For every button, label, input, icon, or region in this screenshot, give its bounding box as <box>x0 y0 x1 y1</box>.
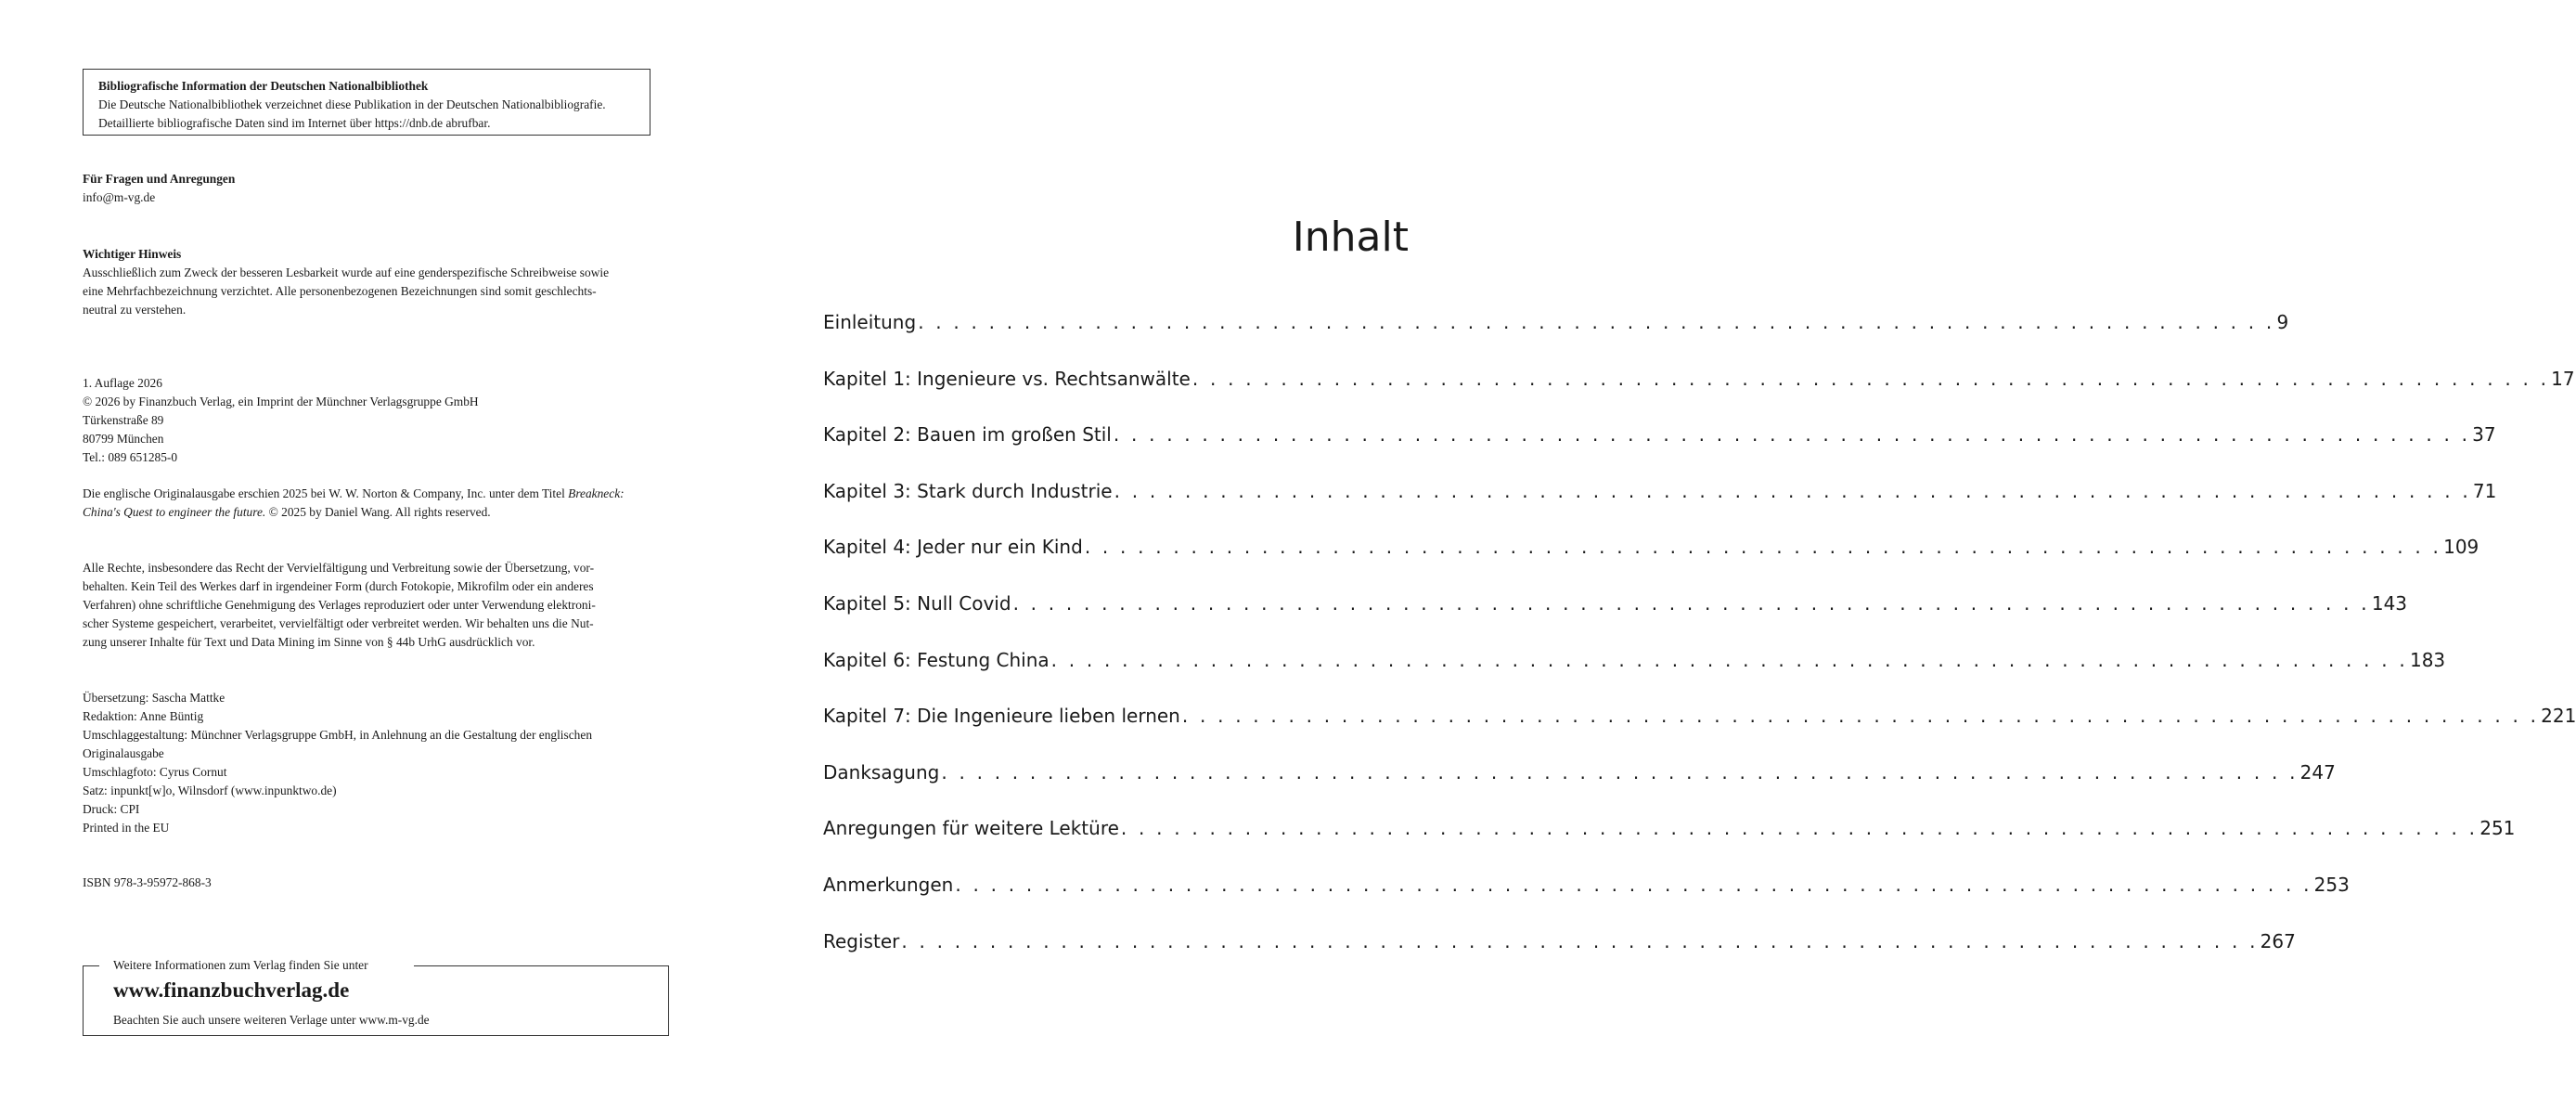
biblio-line: Detaillierte bibliografische Daten sind im Internet über https://dnb.de abrufbar. <box>98 116 491 130</box>
toc-page-number: 143 <box>2371 591 2408 615</box>
toc-leader-dots: . . . . . . . . . . . . . . . . . . . . . . . . . . . . . . . . . . . . . . . . . . . . . . . . . . . . . . . . . . . . . . . . . . . . . . . . . . . . . <box>1114 479 2471 502</box>
toc-entry <box>823 422 2496 479</box>
publisher-url: www.finanzbuchverlag.de <box>113 978 350 1002</box>
credit-typesetting: Satz: inpunkt[w]o, Wilnsdorf (www.inpunktwo.de) <box>83 784 337 797</box>
toc-page-number: 71 <box>2472 479 2497 502</box>
toc-title: Inhalt <box>1292 214 1409 261</box>
contact-section <box>83 170 673 207</box>
street: Türkenstraße 89 <box>83 413 164 427</box>
notice-line: eine Mehrfachbezeichnung verzichtet. Alle personenbezogenen Bezeichnungen sind somit geschlechts- <box>83 284 597 298</box>
toc-page-number: 267 <box>2260 929 2296 952</box>
toc-page-number: 9 <box>2276 311 2289 333</box>
box-border <box>414 965 669 966</box>
credit-translation: Übersetzung: Sascha Mattke <box>83 691 225 705</box>
credit-cover-design-cont: Originalausgabe <box>83 746 164 760</box>
bibliographic-info-box <box>83 69 650 136</box>
toc-entry <box>823 591 2408 648</box>
toc-leader-dots: . . . . . . . . . . . . . . . . . . . . . . . . . . . . . . . . . . . . . . . . . . . . . . . . . . . . . . . . . . . . . . . . . . . . . . . . . . . . . <box>1120 817 2479 840</box>
toc-label: Kapitel 5: Null Covid <box>823 591 1011 615</box>
imprint-section <box>83 374 673 467</box>
toc-page-number: 37 <box>2472 423 2496 447</box>
original-prefix: Die englische Originalausgabe erschien 2025 bei W. W. Norton & Company, Inc. unter dem Titel <box>83 486 569 500</box>
toc-leader-dots: . . . . . . . . . . . . . . . . . . . . . . . . . . . . . . . . . . . . . . . . . . . . . . . . . . . . . . . . . . . . . . . . . . . . . . . . . . . . . <box>918 311 2275 333</box>
toc-leader-dots: . . . . . . . . . . . . . . . . . . . . . . . . . . . . . . . . . . . . . . . . . . . . . . . . . . . . . . . . . . . . . . . . . . . . . . . . . . . . . <box>1191 367 2550 390</box>
notice-line: Ausschließlich zum Zweck der besseren Lesbarkeit wurde auf eine genderspezifische Schreibweise sowie <box>83 266 610 279</box>
toc-entry <box>823 816 2516 873</box>
toc-label: Anmerkungen <box>823 873 954 896</box>
copyright: © 2026 by Finanzbuch Verlag, ein Imprint der Münchner Verlagsgruppe GmbH <box>83 395 479 408</box>
toc-leader-dots: . . . . . . . . . . . . . . . . . . . . . . . . . . . . . . . . . . . . . . . . . . . . . . . . . . . . . . . . . . . . . . . . . . . . . . . . . . . . . <box>1181 705 2540 728</box>
toc-page-number: 251 <box>2479 817 2516 840</box>
original-title-2: China's Quest to engineer the future. <box>83 505 266 519</box>
toc-label: Register <box>823 929 900 952</box>
toc-leader-dots: . . . . . . . . . . . . . . . . . . . . . . . . . . . . . . . . . . . . . . . . . . . . . . . . . . . . . . . . . . . . . . . . . . . . . . . . . . . . . <box>1084 536 2442 559</box>
box-border <box>83 965 99 966</box>
rights-line: Alle Rechte, insbesondere das Recht der Vervielfältigung und Verbreitung sowie der Übersetzung, vor- <box>83 561 595 575</box>
credit-cover-design: Umschlaggestaltung: Münchner Verlagsgruppe GmbH, in Anlehnung an die Gestaltung der englischen <box>83 728 593 742</box>
toc-label: Kapitel 2: Bauen im großen Stil <box>823 423 1112 447</box>
rights-line: behalten. Kein Teil des Werkes darf in irgendeiner Form (durch Fotokopie, Mikrofilm oder ein anderes <box>83 579 594 593</box>
credits-section <box>83 689 673 837</box>
toc-entry <box>823 535 2479 591</box>
notice-section <box>83 245 673 319</box>
toc-entry <box>823 479 2497 536</box>
city: 80799 München <box>83 432 164 446</box>
toc-label: Kapitel 4: Jeder nur ein Kind <box>823 536 1083 559</box>
credit-cover-photo: Umschlagfoto: Cyrus Cornut <box>83 765 227 779</box>
toc-page-number: 253 <box>2313 873 2350 896</box>
phone: Tel.: 089 651285-0 <box>83 450 178 464</box>
original-suffix: © 2025 by Daniel Wang. All rights reserved. <box>265 505 491 519</box>
notice-line: neutral zu verstehen. <box>83 303 187 317</box>
biblio-line: Die Deutsche Nationalbibliothek verzeichnet diese Publikation in der Deutschen Nationalbibliografie. <box>98 97 606 111</box>
credit-printed-in: Printed in the EU <box>83 821 170 835</box>
toc-page-number: 247 <box>2299 760 2336 784</box>
publisher-note: Beachten Sie auch unsere weiteren Verlage unter www.m-vg.de <box>113 1013 430 1027</box>
toc-label: Kapitel 3: Stark durch Industrie <box>823 479 1113 502</box>
original-line-2 <box>83 503 673 522</box>
toc-entry <box>823 760 2336 817</box>
toc-entry <box>823 929 2296 986</box>
toc-leader-dots: . . . . . . . . . . . . . . . . . . . . . . . . . . . . . . . . . . . . . . . . . . . . . . . . . . . . . . . . . . . . . . . . . . . . . . . . . . . . . <box>1050 648 2408 671</box>
toc-label: Kapitel 6: Festung China <box>823 648 1050 671</box>
toc-page-number: 183 <box>2409 648 2446 671</box>
original-line-1 <box>83 485 673 503</box>
toc-entry <box>823 648 2446 705</box>
toc-label: Kapitel 7: Die Ingenieure lieben lernen <box>823 705 1180 728</box>
rights-line: Verfahren) ohne schriftliche Genehmigung des Verlages reproduziert oder unter Verwendung elektroni- <box>83 598 596 612</box>
toc-leader-dots: . . . . . . . . . . . . . . . . . . . . . . . . . . . . . . . . . . . . . . . . . . . . . . . . . . . . . . . . . . . . . . . . . . . . . . . . . . . . . <box>1113 423 2471 447</box>
credit-print: Druck: CPI <box>83 802 140 816</box>
toc-label: Einleitung <box>823 311 917 333</box>
toc-label: Danksagung <box>823 760 940 784</box>
toc-label: Kapitel 1: Ingenieure vs. Rechtsanwälte <box>823 367 1191 390</box>
toc-leader-dots: . . . . . . . . . . . . . . . . . . . . . . . . . . . . . . . . . . . . . . . . . . . . . . . . . . . . . . . . . . . . . . . . . . . . . . . . . . . . . <box>1012 591 2370 615</box>
toc-entry <box>823 310 2289 367</box>
toc-page-number: 221 <box>2541 705 2576 728</box>
contact-email: info@m-vg.de <box>83 190 156 204</box>
publisher-legend: Weitere Informationen zum Verlag finden Sie unter <box>113 958 368 972</box>
toc-page-number: 17 <box>2551 367 2575 390</box>
original-edition-section <box>83 485 673 522</box>
rights-section <box>83 559 673 652</box>
toc-leader-dots: . . . . . . . . . . . . . . . . . . . . . . . . . . . . . . . . . . . . . . . . . . . . . . . . . . . . . . . . . . . . . . . . . . . . . . . . . . . . . <box>955 873 2312 896</box>
biblio-heading: Bibliografische Information der Deutschen Nationalbibliothek <box>98 79 429 93</box>
credit-editing: Redaktion: Anne Büntig <box>83 709 204 723</box>
notice-heading: Wichtiger Hinweis <box>83 247 182 261</box>
edition: 1. Auflage 2026 <box>83 376 162 390</box>
rights-line: zung unserer Inhalte für Text und Data Mining im Sinne von § 44b UrhG ausdrücklich vor. <box>83 635 535 649</box>
toc-entry <box>823 367 2575 423</box>
toc-leader-dots: . . . . . . . . . . . . . . . . . . . . . . . . . . . . . . . . . . . . . . . . . . . . . . . . . . . . . . . . . . . . . . . . . . . . . . . . . . . . . <box>941 760 2299 784</box>
toc-label: Anregungen für weitere Lektüre <box>823 817 1119 840</box>
toc-entry <box>823 704 2576 760</box>
toc-page-number: 109 <box>2443 536 2479 559</box>
table-of-contents <box>823 310 2576 985</box>
contact-heading: Für Fragen und Anregungen <box>83 172 236 186</box>
toc-entry <box>823 873 2350 929</box>
toc-leader-dots: . . . . . . . . . . . . . . . . . . . . . . . . . . . . . . . . . . . . . . . . . . . . . . . . . . . . . . . . . . . . . . . . . . . . . . . . . . . . . <box>901 929 2259 952</box>
rights-line: scher Systeme gespeichert, verarbeitet, vervielfältigt oder verbreitet werden. Wir behalten uns die Nut- <box>83 616 594 630</box>
original-title-1: Breakneck: <box>568 486 625 500</box>
isbn: ISBN 978-3-95972-868-3 <box>83 875 212 889</box>
